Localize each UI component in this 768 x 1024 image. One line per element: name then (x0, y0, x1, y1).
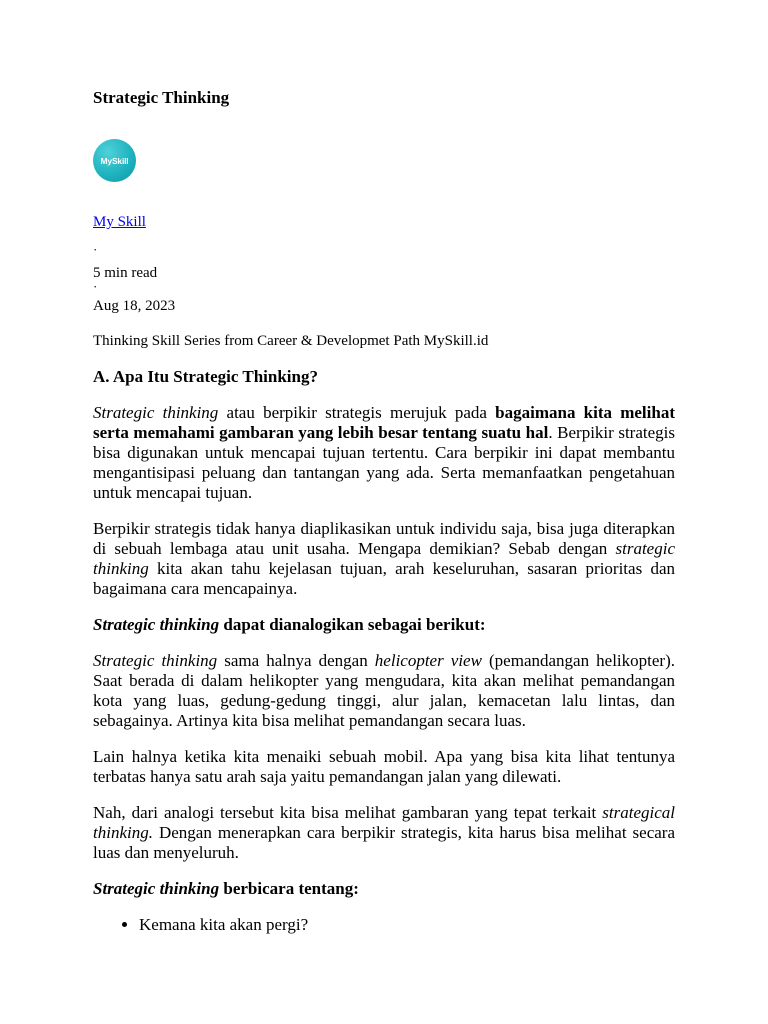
publish-date: Aug 18, 2023 (93, 298, 176, 314)
topics-heading (93, 879, 675, 899)
meta-separator: · (93, 279, 98, 294)
emphasis: Strategic thinking (93, 651, 218, 670)
analogy-heading (93, 615, 675, 635)
text-run: . Berpikir strategis bisa digunakan untuk mencapai tujuan tertentu. Cara berpikir ini dapat membantu mengantisipasi peluang dan tantangan yang ada. Serta memanfaatkan pengetahuan untuk mencapai tujuan. (93, 423, 675, 502)
author-link[interactable]: My Skill (93, 214, 146, 230)
text-run: berbicara tentang: (219, 879, 359, 898)
text-run: kita akan tahu kejelasan tujuan, arah keseluruhan, sasaran prioritas dan bagaimana cara mencapainya. (93, 559, 675, 598)
read-time: 5 min read (93, 265, 158, 281)
emphasis: Strategic thinking (93, 403, 219, 422)
text-run: Dengan menerapkan cara berpikir strategis, kita harus bisa melihat secara luas dan menyeluruh. (93, 823, 675, 862)
text-run: atau berpikir strategis merujuk pada (218, 403, 496, 422)
logo-text: MySkill (100, 155, 129, 166)
list-item: • Kemana kita akan pergi? (139, 915, 675, 935)
article-body (93, 367, 675, 935)
text-run: sama halnya dengan (217, 651, 375, 670)
page-title: Strategic Thinking (93, 88, 230, 107)
meta-separator: · (93, 242, 98, 257)
paragraph-helicopter (93, 651, 675, 731)
text-run: (pemandangan helikopter). Saat berada di dalam helikopter yang mengudara, kita akan melihat pemandangan kota yang luas, gedung-gedung tinggi, alur jalan, kemacetan lalu lintas, dan sebagainya. Artinya kita bisa melihat pemandangan secara luas. (93, 651, 675, 730)
text-run: Nah, dari analogi tersebut kita bisa melihat gambaran yang tepat terkait (93, 803, 603, 822)
emphasis: strategical thinking. (93, 803, 675, 842)
text-run: Berpikir strategis tidak hanya diaplikasikan untuk individu saja, bisa juga diterapkan di sebuah lembaga atau unit usaha. Mengapa demikian? Sebab dengan (93, 519, 675, 558)
paragraph-application (93, 519, 675, 599)
bold-text (93, 615, 486, 634)
article-subtitle: Thinking Skill Series from Career & Developmet Path MySkill.id (93, 333, 489, 349)
paragraph-conclusion (93, 803, 675, 863)
bold-text: bagaimana kita melihat serta memahami gambaran yang lebih besar tentang suatu hal (93, 403, 675, 442)
bold-text (93, 879, 359, 898)
paragraph-car: Lain halnya ketika kita menaiki sebuah mobil. Apa yang bisa kita lihat tentunya terbatas hanya satu arah saja yaitu pemandangan jalan yang dilewati. (93, 747, 675, 786)
myskill-logo (93, 139, 136, 182)
emphasis: Strategic thinking (93, 879, 220, 898)
emphasis: strategic thinking (93, 539, 675, 578)
paragraph-definition (93, 403, 675, 503)
section-heading: A. Apa Itu Strategic Thinking? (93, 367, 318, 386)
text-run: dapat dianalogikan sebagai berikut: (219, 615, 486, 634)
emphasis: Strategic thinking (93, 615, 220, 634)
topics-list (93, 915, 675, 935)
emphasis: helicopter view (374, 651, 482, 670)
